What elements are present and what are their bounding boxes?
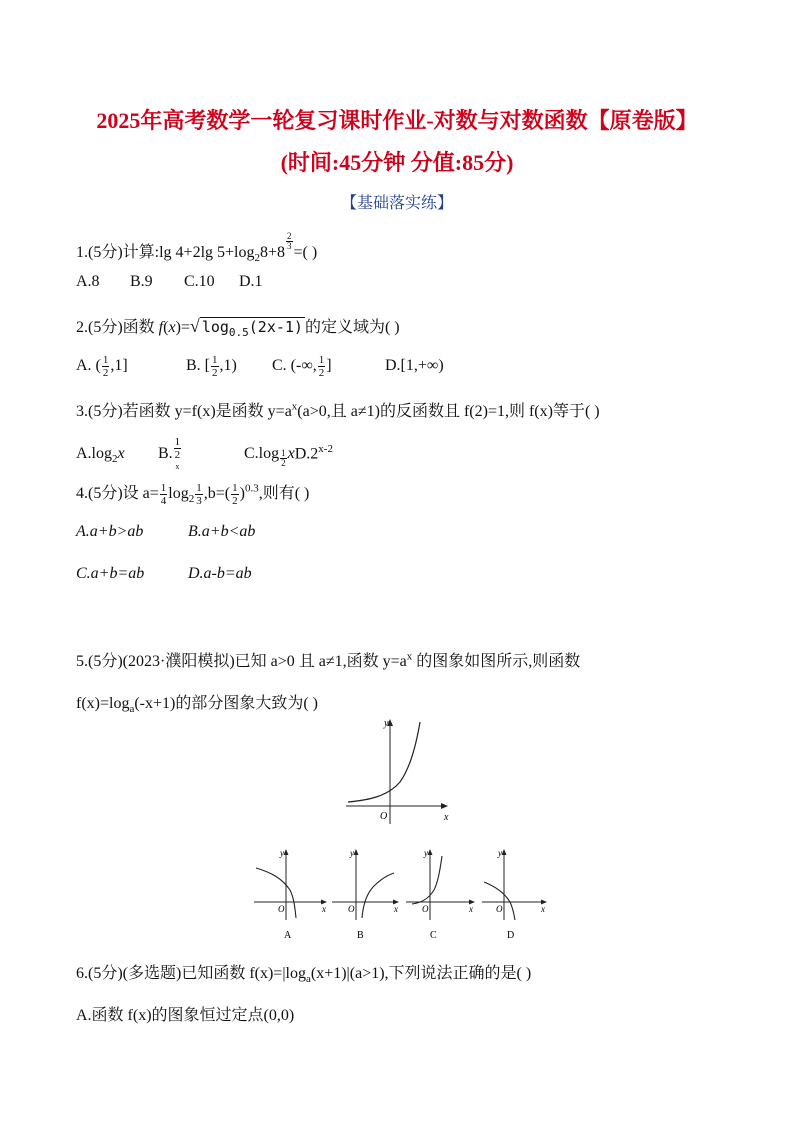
svg-text:x: x [322,904,326,914]
question-5: 5.(5分)(2023·濮阳模拟)已知 a>0 且 a≠1,函数 $y=a^x$ 的图象如图所示,则函数 [76,650,581,670]
graph-option-b [332,848,399,941]
question-1: 1.(5分)计算:lg 4+2lg $5+\log_28+8$ $\frac{2}{3}$ =( ) [76,231,318,265]
q4-option-b[interactable]: B.a+b<ab [188,523,256,540]
x-axis-arrow [441,803,448,809]
origin-label: O [380,811,388,822]
q1-option-b[interactable]: B.9 [130,273,153,290]
svg-text:y: y [498,848,502,858]
svg-text:y: y [350,848,354,858]
question-4-options-row2 [76,565,252,583]
q4-option-a[interactable]: A.a+b>ab [76,523,144,540]
q3-option-b[interactable]: B. 1 2 x [158,436,181,471]
graph-option-a [254,848,327,941]
graph-option-d [482,848,547,941]
svg-text:y: y [424,848,428,858]
question-3-options [76,436,333,473]
q2-option-b[interactable]: B. [ $\frac{1}{2}$ ,1) [186,354,237,379]
label-d: D [507,930,515,941]
q3-option-a[interactable]: $A.\log_2x$ [76,445,125,466]
q6-option-a[interactable]: A.函数 f(x)的图象恒过定点(0,0) [76,1007,295,1024]
q2-option-a[interactable]: A. ( $\frac{1}{2}$ ,1] [76,354,128,379]
q2-option-d[interactable]: D.[1,+∞) [385,357,444,375]
svg-text:O: O [496,904,503,914]
question-4: 4.(5分)设 a= $\frac{1}{4}$ $\log_2$ $\frac{1}{3}$ ,b=( $\frac{1}{2}$ )$^{0.3}$,则有( ) [76,481,310,507]
q1-option-c[interactable]: C.10 [184,273,215,290]
question-6: 6.(5分)(多选题)已知函数 $f(x)=|\log_a(x+1)|(a>1)$,下列说法正确的是( ) [76,965,532,986]
label-a: A [284,930,292,941]
exp-curve [348,722,420,802]
q2-option-c[interactable]: C. (-∞, $\frac{1}{2}$ ] [272,354,332,379]
q1-option-d[interactable]: D.1 [239,273,263,290]
svg-text:y: y [280,848,284,858]
question-2: 2.(5分)函数 f(x)=√ $\log_{0.5}(2x-1)$ 的定义域为( ) [76,316,400,339]
svg-text:O: O [348,904,355,914]
graph-option-c [406,848,475,941]
svg-text:x: x [541,904,545,914]
question-4-options-row1 [76,523,255,541]
svg-text:O: O [278,904,285,914]
q4-option-c[interactable]: C.a+b=ab [76,565,145,582]
option-graphs [250,846,550,944]
question-3: 3.(5分)若函数 y=f(x)是函数 $y=a^x(a>0$,且 a≠1)的反函数且 f(2)=1,则 f(x)等于( ) [76,400,600,420]
svg-text:x: x [469,904,473,914]
svg-text:x: x [394,904,398,914]
label-c: C [430,930,437,941]
question-2-options [76,354,444,379]
svg-text:O: O [422,904,429,914]
x-label: x [444,812,449,823]
page-title: 2025年高考数学一轮复习课时作业-对数与对数函数【原卷版】 [96,108,698,133]
exponential-graph [340,716,460,828]
q3-option-c[interactable]: C.log $\frac{1}{2}$ x [244,445,295,469]
y-label: y [384,718,389,729]
question-5-line2: $f(x)=\log_a(-x+1)$的部分图象大致为( ) [76,695,319,716]
question-1-options [76,273,263,291]
label-b: B [357,930,364,941]
q1-option-a[interactable]: A.8 [76,273,100,290]
q3-option-d[interactable]: D.2$^{x-2}$ [294,442,333,463]
sqrt-radicand: $\log_{0.5}(2x-1)$ [201,318,303,339]
section-heading: 【基础落实练】 [340,195,453,212]
page-subtitle: (时间:45分钟 分值:85分) [280,150,514,175]
q4-option-d[interactable]: D.a-b=ab [188,565,252,582]
